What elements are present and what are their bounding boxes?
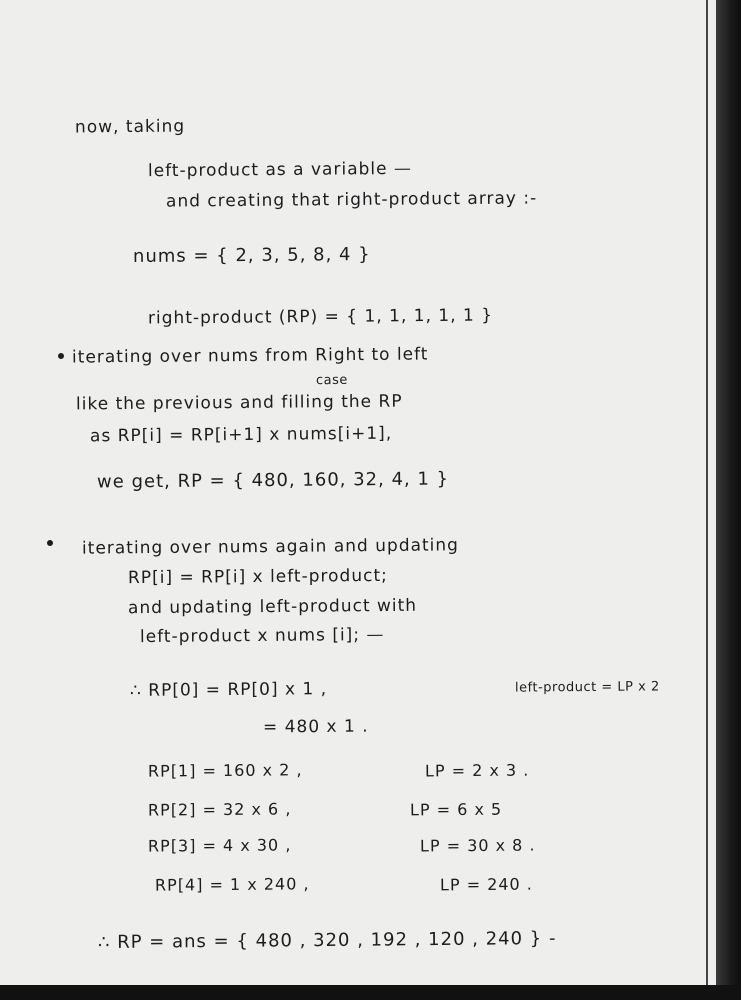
calc-line: = 480 x 1 . xyxy=(262,716,369,738)
final-answer: ∴ RP = ans = { 480 , 320 , 192 , 120 , 240 } - xyxy=(97,928,557,953)
page-bottom-edge xyxy=(0,985,741,1000)
note-line: iterating over nums again and updating xyxy=(81,535,460,559)
margin-line xyxy=(706,0,708,985)
note-line: left-product as a variable — xyxy=(147,158,413,182)
calc-note: left-product = LP x 2 xyxy=(514,679,660,696)
note-annotation: case xyxy=(315,372,348,389)
note-line: as RP[i] = RP[i+1] x nums[i+1], xyxy=(89,423,393,447)
calc-line: RP[3] = 4 x 30 , xyxy=(147,835,292,856)
calc-line: ∴ RP[0] = RP[0] x 1 , xyxy=(129,679,328,701)
note-line: RP[i] = RP[i] x left-product; xyxy=(127,565,388,589)
bullet-point xyxy=(58,353,64,359)
calc-note: LP = 30 x 8 . xyxy=(419,835,536,856)
note-line: and updating left-product with xyxy=(127,595,418,619)
calc-line: RP[2] = 32 x 6 , xyxy=(147,799,292,820)
note-line: like the previous and filling the RP xyxy=(75,391,403,415)
calc-line: RP[4] = 1 x 240 , xyxy=(154,874,310,895)
calc-note: LP = 240 . xyxy=(439,874,533,895)
calc-line: RP[1] = 160 x 2 , xyxy=(147,760,303,781)
page-edge xyxy=(716,0,741,1000)
note-line: and creating that right-product array :- xyxy=(165,188,538,212)
rp-initial: right-product (RP) = { 1, 1, 1, 1, 1 } xyxy=(147,305,494,329)
calc-note: LP = 2 x 3 . xyxy=(424,760,530,781)
rp-result: we get, RP = { 480, 160, 32, 4, 1 } xyxy=(96,468,450,493)
note-line: now, taking xyxy=(74,116,186,138)
note-line: left-product x nums [i]; — xyxy=(139,624,385,648)
bullet-point xyxy=(47,540,53,546)
nums-array: nums = { 2, 3, 5, 8, 4 } xyxy=(132,243,371,268)
calc-note: LP = 6 x 5 xyxy=(409,799,503,820)
note-line: iterating over nums from Right to left xyxy=(71,344,429,368)
